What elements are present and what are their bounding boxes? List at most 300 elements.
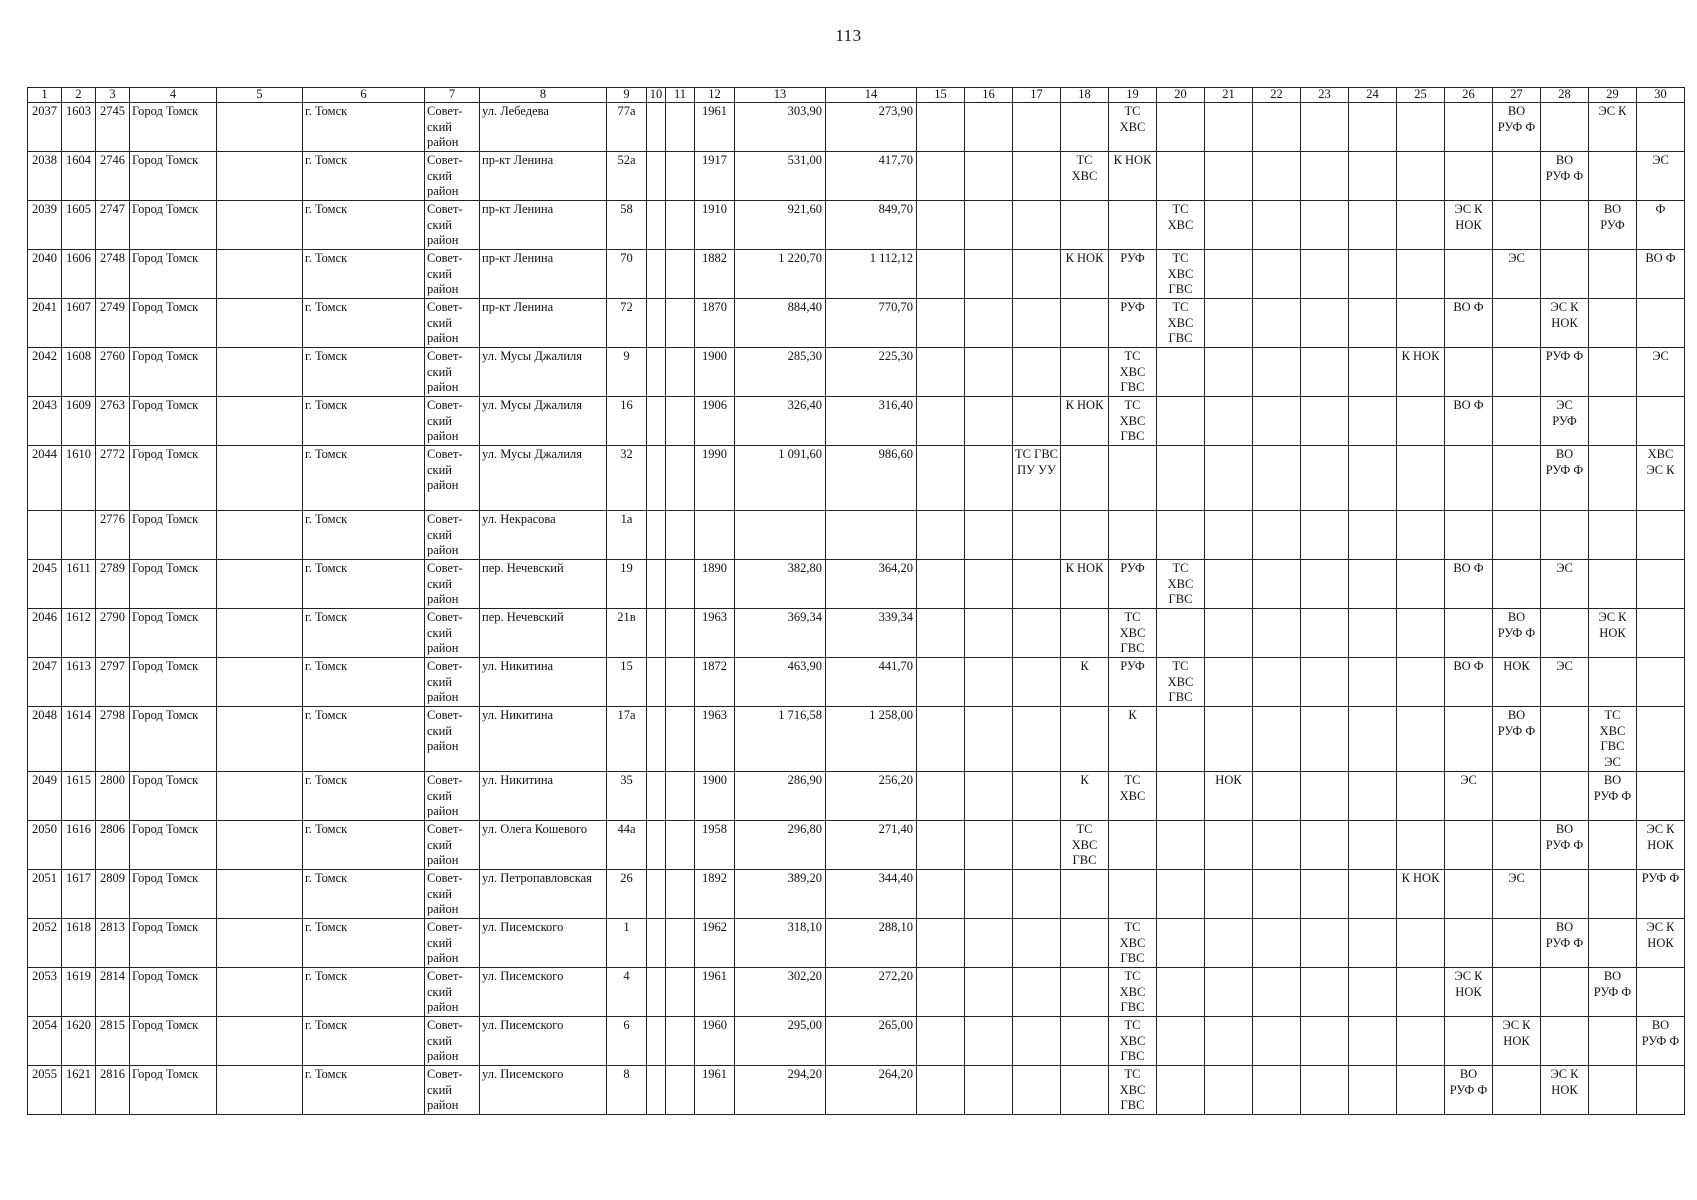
cell-col-24 (1349, 446, 1397, 511)
cell-col-4: Город Томск (130, 250, 217, 299)
cell-col-30: ХВС ЭС К (1637, 446, 1685, 511)
cell-col-9: 1а (607, 511, 647, 560)
cell-col-17 (1013, 201, 1061, 250)
cell-col-24 (1349, 968, 1397, 1017)
cell-col-20: ТС ХВС ГВС (1157, 658, 1205, 707)
cell-col-5 (217, 348, 303, 397)
cell-col-3: 2747 (96, 201, 130, 250)
cell-col-6: г. Томск (303, 348, 425, 397)
cell-col-8: ул. Мусы Джалиля (480, 446, 607, 511)
column-number-19: 19 (1109, 88, 1157, 103)
cell-col-21 (1205, 152, 1253, 201)
cell-col-15 (917, 560, 965, 609)
cell-col-28: ЭС К НОК (1541, 1066, 1589, 1115)
cell-col-2: 1616 (62, 821, 96, 870)
table-row (28, 919, 1685, 968)
cell-col-13: 382,80 (735, 560, 826, 609)
cell-col-5 (217, 968, 303, 1017)
cell-col-15 (917, 511, 965, 560)
cell-col-13: 302,20 (735, 968, 826, 1017)
cell-col-7: Совет-ский район (425, 821, 480, 870)
cell-col-30 (1637, 772, 1685, 821)
cell-col-10 (647, 103, 666, 152)
cell-col-14: 288,10 (826, 919, 917, 968)
cell-col-6: г. Томск (303, 821, 425, 870)
cell-col-10 (647, 348, 666, 397)
cell-col-27: ВО РУФ Ф (1493, 609, 1541, 658)
cell-col-2: 1603 (62, 103, 96, 152)
cell-col-25: К НОК (1397, 348, 1445, 397)
column-number-26: 26 (1445, 88, 1493, 103)
cell-col-24 (1349, 152, 1397, 201)
cell-col-30 (1637, 560, 1685, 609)
cell-col-30: ВО РУФ Ф (1637, 1017, 1685, 1066)
cell-col-3: 2760 (96, 348, 130, 397)
cell-col-28: ЭС (1541, 560, 1589, 609)
cell-col-25 (1397, 152, 1445, 201)
cell-col-29 (1589, 919, 1637, 968)
cell-col-29: ЭС К НОК (1589, 609, 1637, 658)
cell-col-13: 326,40 (735, 397, 826, 446)
cell-col-12: 1958 (695, 821, 735, 870)
cell-col-22 (1253, 870, 1301, 919)
cell-col-28 (1541, 103, 1589, 152)
cell-col-14: 225,30 (826, 348, 917, 397)
cell-col-7: Совет-ский район (425, 250, 480, 299)
cell-col-9: 4 (607, 968, 647, 1017)
cell-col-19 (1109, 446, 1157, 511)
cell-col-16 (965, 870, 1013, 919)
cell-col-20 (1157, 870, 1205, 919)
cell-col-28 (1541, 772, 1589, 821)
cell-col-2: 1620 (62, 1017, 96, 1066)
cell-col-2: 1606 (62, 250, 96, 299)
cell-col-15 (917, 348, 965, 397)
cell-col-6: г. Томск (303, 968, 425, 1017)
cell-col-12: 1910 (695, 201, 735, 250)
cell-col-16 (965, 397, 1013, 446)
cell-col-25 (1397, 968, 1445, 1017)
cell-col-13: 286,90 (735, 772, 826, 821)
cell-col-18: ТС ХВС (1061, 152, 1109, 201)
cell-col-10 (647, 870, 666, 919)
cell-col-1: 2043 (28, 397, 62, 446)
cell-col-25 (1397, 103, 1445, 152)
cell-col-9: 1 (607, 919, 647, 968)
column-number-row (28, 88, 1685, 103)
cell-col-23 (1301, 1066, 1349, 1115)
cell-col-10 (647, 560, 666, 609)
cell-col-28: ЭС РУФ (1541, 397, 1589, 446)
column-number-10: 10 (647, 88, 666, 103)
cell-col-25 (1397, 707, 1445, 772)
column-number-8: 8 (480, 88, 607, 103)
cell-col-20 (1157, 1066, 1205, 1115)
cell-col-17 (1013, 658, 1061, 707)
cell-col-29 (1589, 1066, 1637, 1115)
cell-col-9: 15 (607, 658, 647, 707)
cell-col-14: 344,40 (826, 870, 917, 919)
cell-col-26 (1445, 1017, 1493, 1066)
cell-col-27: ЭС К НОК (1493, 1017, 1541, 1066)
cell-col-7: Совет-ский район (425, 1017, 480, 1066)
cell-col-10 (647, 299, 666, 348)
cell-col-1: 2050 (28, 821, 62, 870)
cell-col-10 (647, 609, 666, 658)
cell-col-22 (1253, 658, 1301, 707)
cell-col-23 (1301, 1017, 1349, 1066)
cell-col-19: ТС ХВС ГВС (1109, 348, 1157, 397)
cell-col-17 (1013, 870, 1061, 919)
cell-col-15 (917, 152, 965, 201)
cell-col-14: 339,34 (826, 609, 917, 658)
cell-col-18 (1061, 919, 1109, 968)
cell-col-27: ВО РУФ Ф (1493, 707, 1541, 772)
cell-col-9: 26 (607, 870, 647, 919)
cell-col-24 (1349, 250, 1397, 299)
cell-col-1: 2039 (28, 201, 62, 250)
cell-col-27 (1493, 201, 1541, 250)
cell-col-27: ЭС (1493, 250, 1541, 299)
cell-col-18 (1061, 511, 1109, 560)
cell-col-19 (1109, 870, 1157, 919)
column-number-28: 28 (1541, 88, 1589, 103)
cell-col-26 (1445, 152, 1493, 201)
cell-col-28 (1541, 870, 1589, 919)
cell-col-26 (1445, 609, 1493, 658)
cell-col-14: 986,60 (826, 446, 917, 511)
cell-col-21 (1205, 397, 1253, 446)
cell-col-10 (647, 772, 666, 821)
cell-col-5 (217, 658, 303, 707)
cell-col-15 (917, 397, 965, 446)
cell-col-28 (1541, 609, 1589, 658)
column-number-21: 21 (1205, 88, 1253, 103)
cell-col-25 (1397, 1066, 1445, 1115)
cell-col-3: 2772 (96, 446, 130, 511)
cell-col-1: 2047 (28, 658, 62, 707)
cell-col-28 (1541, 511, 1589, 560)
cell-col-9: 72 (607, 299, 647, 348)
cell-col-2: 1608 (62, 348, 96, 397)
cell-col-15 (917, 609, 965, 658)
cell-col-17 (1013, 397, 1061, 446)
cell-col-25 (1397, 511, 1445, 560)
cell-col-18: К НОК (1061, 250, 1109, 299)
cell-col-22 (1253, 1017, 1301, 1066)
cell-col-23 (1301, 348, 1349, 397)
column-number-14: 14 (826, 88, 917, 103)
cell-col-11 (666, 348, 695, 397)
table-row (28, 870, 1685, 919)
cell-col-3: 2815 (96, 1017, 130, 1066)
cell-col-30 (1637, 103, 1685, 152)
cell-col-9: 9 (607, 348, 647, 397)
cell-col-26 (1445, 511, 1493, 560)
cell-col-26: ЭС К НОК (1445, 968, 1493, 1017)
cell-col-17 (1013, 707, 1061, 772)
cell-col-5 (217, 250, 303, 299)
cell-col-24 (1349, 870, 1397, 919)
column-number-4: 4 (130, 88, 217, 103)
column-number-2: 2 (62, 88, 96, 103)
cell-col-24 (1349, 397, 1397, 446)
cell-col-6: г. Томск (303, 772, 425, 821)
cell-col-6: г. Томск (303, 152, 425, 201)
cell-col-3: 2798 (96, 707, 130, 772)
cell-col-17 (1013, 560, 1061, 609)
cell-col-23 (1301, 299, 1349, 348)
cell-col-10 (647, 1017, 666, 1066)
cell-col-24 (1349, 348, 1397, 397)
cell-col-19: ТС ХВС ГВС (1109, 397, 1157, 446)
cell-col-12: 1906 (695, 397, 735, 446)
cell-col-16 (965, 919, 1013, 968)
cell-col-1: 2054 (28, 1017, 62, 1066)
cell-col-26: ВО Ф (1445, 299, 1493, 348)
cell-col-2: 1610 (62, 446, 96, 511)
cell-col-27 (1493, 446, 1541, 511)
cell-col-20 (1157, 511, 1205, 560)
cell-col-15 (917, 919, 965, 968)
cell-col-13: 531,00 (735, 152, 826, 201)
cell-col-12 (695, 511, 735, 560)
cell-col-27 (1493, 821, 1541, 870)
cell-col-13: 318,10 (735, 919, 826, 968)
cell-col-24 (1349, 1017, 1397, 1066)
cell-col-8: пр-кт Ленина (480, 250, 607, 299)
cell-col-20 (1157, 103, 1205, 152)
column-number-27: 27 (1493, 88, 1541, 103)
cell-col-1: 2052 (28, 919, 62, 968)
cell-col-2: 1604 (62, 152, 96, 201)
column-number-25: 25 (1397, 88, 1445, 103)
cell-col-19: К (1109, 707, 1157, 772)
cell-col-1: 2037 (28, 103, 62, 152)
cell-col-15 (917, 299, 965, 348)
cell-col-24 (1349, 299, 1397, 348)
cell-col-27 (1493, 919, 1541, 968)
cell-col-29 (1589, 1017, 1637, 1066)
cell-col-4: Город Томск (130, 201, 217, 250)
cell-col-10 (647, 397, 666, 446)
cell-col-13: 884,40 (735, 299, 826, 348)
cell-col-17 (1013, 152, 1061, 201)
cell-col-23 (1301, 201, 1349, 250)
cell-col-7: Совет-ский район (425, 772, 480, 821)
table-row (28, 1066, 1685, 1115)
cell-col-10 (647, 821, 666, 870)
cell-col-25 (1397, 1017, 1445, 1066)
cell-col-16 (965, 201, 1013, 250)
cell-col-27: ВО РУФ Ф (1493, 103, 1541, 152)
cell-col-20 (1157, 446, 1205, 511)
cell-col-14: 417,70 (826, 152, 917, 201)
cell-col-7: Совет-ский район (425, 870, 480, 919)
cell-col-7: Совет-ский район (425, 1066, 480, 1115)
cell-col-16 (965, 968, 1013, 1017)
cell-col-5 (217, 1066, 303, 1115)
table-row (28, 968, 1685, 1017)
cell-col-12: 1872 (695, 658, 735, 707)
cell-col-12: 1917 (695, 152, 735, 201)
cell-col-21 (1205, 103, 1253, 152)
cell-col-15 (917, 658, 965, 707)
cell-col-28 (1541, 1017, 1589, 1066)
cell-col-2: 1614 (62, 707, 96, 772)
cell-col-1: 2053 (28, 968, 62, 1017)
cell-col-22 (1253, 772, 1301, 821)
cell-col-30 (1637, 397, 1685, 446)
cell-col-11 (666, 919, 695, 968)
cell-col-8: ул. Никитина (480, 707, 607, 772)
cell-col-28: ЭС (1541, 658, 1589, 707)
cell-col-17 (1013, 250, 1061, 299)
cell-col-30: ЭС (1637, 348, 1685, 397)
cell-col-30: ЭС К НОК (1637, 919, 1685, 968)
cell-col-24 (1349, 201, 1397, 250)
cell-col-29: ЭС К (1589, 103, 1637, 152)
cell-col-5 (217, 152, 303, 201)
cell-col-12: 1892 (695, 870, 735, 919)
cell-col-26 (1445, 919, 1493, 968)
cell-col-24 (1349, 609, 1397, 658)
cell-col-16 (965, 707, 1013, 772)
cell-col-8: ул. Мусы Джалиля (480, 397, 607, 446)
cell-col-29 (1589, 870, 1637, 919)
cell-col-10 (647, 511, 666, 560)
cell-col-6: г. Томск (303, 299, 425, 348)
cell-col-7: Совет-ский район (425, 658, 480, 707)
column-number-29: 29 (1589, 88, 1637, 103)
cell-col-3: 2806 (96, 821, 130, 870)
cell-col-6: г. Томск (303, 397, 425, 446)
cell-col-25 (1397, 609, 1445, 658)
cell-col-30 (1637, 511, 1685, 560)
cell-col-4: Город Томск (130, 103, 217, 152)
cell-col-2: 1615 (62, 772, 96, 821)
cell-col-12: 1961 (695, 968, 735, 1017)
cell-col-25 (1397, 919, 1445, 968)
cell-col-14: 264,20 (826, 1066, 917, 1115)
cell-col-20 (1157, 968, 1205, 1017)
cell-col-26: ЭС (1445, 772, 1493, 821)
cell-col-30 (1637, 658, 1685, 707)
cell-col-7: Совет-ский район (425, 201, 480, 250)
cell-col-3: 2814 (96, 968, 130, 1017)
cell-col-21 (1205, 446, 1253, 511)
cell-col-21 (1205, 968, 1253, 1017)
cell-col-3: 2749 (96, 299, 130, 348)
cell-col-18 (1061, 103, 1109, 152)
cell-col-14: 272,20 (826, 968, 917, 1017)
cell-col-18: К (1061, 772, 1109, 821)
cell-col-9: 19 (607, 560, 647, 609)
cell-col-16 (965, 658, 1013, 707)
cell-col-2: 1605 (62, 201, 96, 250)
cell-col-20 (1157, 919, 1205, 968)
cell-col-30 (1637, 609, 1685, 658)
cell-col-5 (217, 511, 303, 560)
cell-col-5 (217, 707, 303, 772)
cell-col-19: ТС ХВС ГВС (1109, 609, 1157, 658)
cell-col-14: 273,90 (826, 103, 917, 152)
cell-col-28: ВО РУФ Ф (1541, 821, 1589, 870)
cell-col-20: ТС ХВС ГВС (1157, 299, 1205, 348)
cell-col-16 (965, 772, 1013, 821)
cell-col-26 (1445, 348, 1493, 397)
cell-col-18 (1061, 870, 1109, 919)
cell-col-8: ул. Лебедева (480, 103, 607, 152)
table-row (28, 299, 1685, 348)
cell-col-21 (1205, 299, 1253, 348)
cell-col-13: 285,30 (735, 348, 826, 397)
column-number-24: 24 (1349, 88, 1397, 103)
cell-col-8: ул. Писемского (480, 1066, 607, 1115)
cell-col-27: ЭС (1493, 870, 1541, 919)
cell-col-26: ВО Ф (1445, 658, 1493, 707)
cell-col-2: 1619 (62, 968, 96, 1017)
cell-col-22 (1253, 511, 1301, 560)
cell-col-22 (1253, 397, 1301, 446)
cell-col-16 (965, 560, 1013, 609)
cell-col-28: РУФ Ф (1541, 348, 1589, 397)
cell-col-19: ТС ХВС (1109, 772, 1157, 821)
table-row (28, 1017, 1685, 1066)
cell-col-14: 364,20 (826, 560, 917, 609)
column-number-20: 20 (1157, 88, 1205, 103)
cell-col-18: К НОК (1061, 397, 1109, 446)
cell-col-27 (1493, 397, 1541, 446)
cell-col-3: 2809 (96, 870, 130, 919)
cell-col-21 (1205, 201, 1253, 250)
cell-col-6: г. Томск (303, 446, 425, 511)
cell-col-29 (1589, 348, 1637, 397)
cell-col-3: 2797 (96, 658, 130, 707)
cell-col-5 (217, 201, 303, 250)
cell-col-2: 1618 (62, 919, 96, 968)
cell-col-5 (217, 772, 303, 821)
cell-col-18 (1061, 609, 1109, 658)
cell-col-29 (1589, 250, 1637, 299)
cell-col-15 (917, 707, 965, 772)
cell-col-25 (1397, 560, 1445, 609)
cell-col-24 (1349, 707, 1397, 772)
cell-col-12: 1882 (695, 250, 735, 299)
cell-col-18 (1061, 1017, 1109, 1066)
cell-col-11 (666, 1066, 695, 1115)
cell-col-9: 52а (607, 152, 647, 201)
cell-col-1: 2049 (28, 772, 62, 821)
cell-col-30: ВО Ф (1637, 250, 1685, 299)
cell-col-27 (1493, 1066, 1541, 1115)
cell-col-29 (1589, 560, 1637, 609)
register-table (27, 87, 1685, 1115)
column-number-12: 12 (695, 88, 735, 103)
cell-col-7: Совет-ский район (425, 446, 480, 511)
cell-col-13: 295,00 (735, 1017, 826, 1066)
cell-col-23 (1301, 707, 1349, 772)
cell-col-28 (1541, 968, 1589, 1017)
cell-col-14: 316,40 (826, 397, 917, 446)
cell-col-8: пр-кт Ленина (480, 201, 607, 250)
cell-col-12: 1962 (695, 919, 735, 968)
cell-col-19: ТС ХВС ГВС (1109, 1066, 1157, 1115)
cell-col-2: 1609 (62, 397, 96, 446)
table-row (28, 511, 1685, 560)
cell-col-18 (1061, 348, 1109, 397)
cell-col-12: 1961 (695, 1066, 735, 1115)
